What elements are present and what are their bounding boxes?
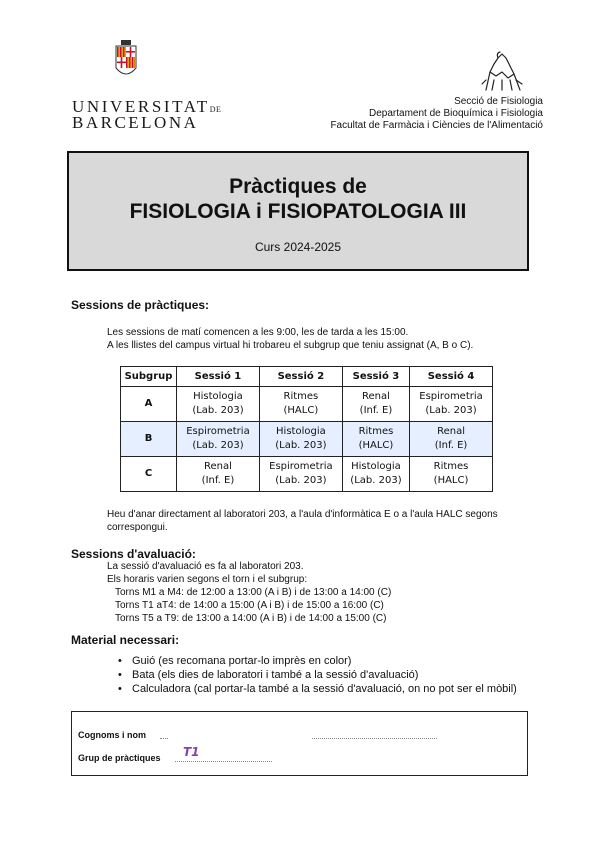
evaluation-line: Torns T1 aT4: de 14:00 a 15:00 (A i B) i de 15:00 a 16:00 (C) bbox=[115, 600, 384, 611]
table-row bbox=[121, 457, 493, 492]
intro-line: A les llistes del campus virtual hi trobareu el subgrup que teniu assignat (A, B o C). bbox=[107, 340, 474, 351]
title-box bbox=[67, 151, 529, 271]
material-list bbox=[116, 654, 517, 696]
table-cell: Ritmes (HALC) bbox=[410, 457, 493, 492]
table-cell: Renal (Inf. E) bbox=[342, 387, 409, 422]
physiology-figure-icon bbox=[476, 50, 526, 92]
university-name-line2: BARCELONA bbox=[72, 113, 199, 132]
header-session-3: Sessió 3 bbox=[342, 367, 409, 387]
name-label: Cognoms i nom bbox=[78, 730, 146, 740]
header-session-2: Sessió 2 bbox=[259, 367, 342, 387]
evaluation-line: Els horaris varien segons el torn i el subgrup: bbox=[107, 574, 308, 585]
group-handwritten-value: T1 bbox=[183, 745, 200, 759]
department-info bbox=[330, 96, 543, 132]
list-item: • Calculadora (cal portar-la també a la sessió d'avaluació, on no pot ser el mòbil) bbox=[116, 682, 517, 696]
dept-line: Facultat de Farmàcia i Ciències de l'Alimentació bbox=[330, 120, 543, 131]
intro-line: Les sessions de matí comencen a les 9:00, les de tarda a les 15:00. bbox=[107, 327, 409, 338]
course-year: Curs 2024-2025 bbox=[254, 240, 342, 254]
title-line2: FISIOLOGIA i FISIOPATOLOGIA III bbox=[129, 200, 467, 223]
table-row bbox=[121, 387, 493, 422]
evaluation-line: La sessió d'avaluació es fa al laboratori 203. bbox=[107, 561, 304, 572]
dept-line: Departament de Bioquímica i Fisiologia bbox=[369, 108, 543, 119]
material-heading: Material necessari: bbox=[71, 633, 180, 647]
student-form-box bbox=[71, 711, 528, 776]
sessions-intro bbox=[107, 326, 473, 352]
table-cell: Histologia (Lab. 203) bbox=[259, 422, 342, 457]
subgroup-cell: B bbox=[121, 422, 177, 457]
dept-line: Secció de Fisiologia bbox=[454, 96, 543, 107]
table-cell: Espirometria (Lab. 203) bbox=[410, 387, 493, 422]
table-cell: Espirometria (Lab. 203) bbox=[259, 457, 342, 492]
subgroup-cell: C bbox=[121, 457, 177, 492]
list-item: • Guió (es recomana portar-lo imprès en color) bbox=[116, 654, 517, 668]
table-cell: Histologia (Lab. 203) bbox=[177, 387, 260, 422]
university-logo bbox=[70, 40, 190, 80]
evaluation-heading: Sessions d'avaluació: bbox=[71, 547, 196, 561]
header-subgroup: Subgrup bbox=[121, 367, 177, 387]
note-line: Heu d'anar directament al laboratori 203, a l'aula d'informàtica E o a l'aula HALC segons bbox=[107, 509, 498, 520]
schedule-table bbox=[120, 366, 493, 492]
room-note bbox=[107, 508, 498, 534]
header-session-1: Sessió 1 bbox=[177, 367, 260, 387]
table-cell: Espirometria (Lab. 203) bbox=[177, 422, 260, 457]
table-cell: Ritmes (HALC) bbox=[259, 387, 342, 422]
university-name-line1: UNIVERSITATDE bbox=[72, 97, 222, 116]
university-crest-icon bbox=[110, 40, 142, 80]
title-line1: Pràctiques de bbox=[229, 175, 367, 198]
group-label: Grup de pràctiques bbox=[78, 753, 161, 763]
table-cell: Renal (Inf. E) bbox=[177, 457, 260, 492]
evaluation-line: Torns T5 a T9: de 13:00 a 14:00 (A i B) i de 14:00 a 15:00 (C) bbox=[115, 613, 387, 624]
name-field[interactable] bbox=[312, 730, 437, 739]
note-line: correspongui. bbox=[107, 522, 168, 533]
table-cell: Histologia (Lab. 203) bbox=[342, 457, 409, 492]
department-logo bbox=[476, 50, 526, 97]
evaluation-info bbox=[107, 560, 391, 625]
table-cell: Renal (Inf. E) bbox=[410, 422, 493, 457]
evaluation-line: Torns M1 a M4: de 12:00 a 13:00 (A i B) i de 13:00 a 14:00 (C) bbox=[115, 587, 392, 598]
table-row bbox=[121, 422, 493, 457]
table-cell: Ritmes (HALC) bbox=[342, 422, 409, 457]
header-session-4: Sessió 4 bbox=[410, 367, 493, 387]
subgroup-cell: A bbox=[121, 387, 177, 422]
name-dots-short bbox=[160, 730, 168, 739]
sessions-heading: Sessions de pràctiques: bbox=[71, 298, 210, 312]
table-header-row bbox=[121, 367, 493, 387]
list-item: • Bata (els dies de laboratori i també a la sessió d'avaluació) bbox=[116, 668, 517, 682]
